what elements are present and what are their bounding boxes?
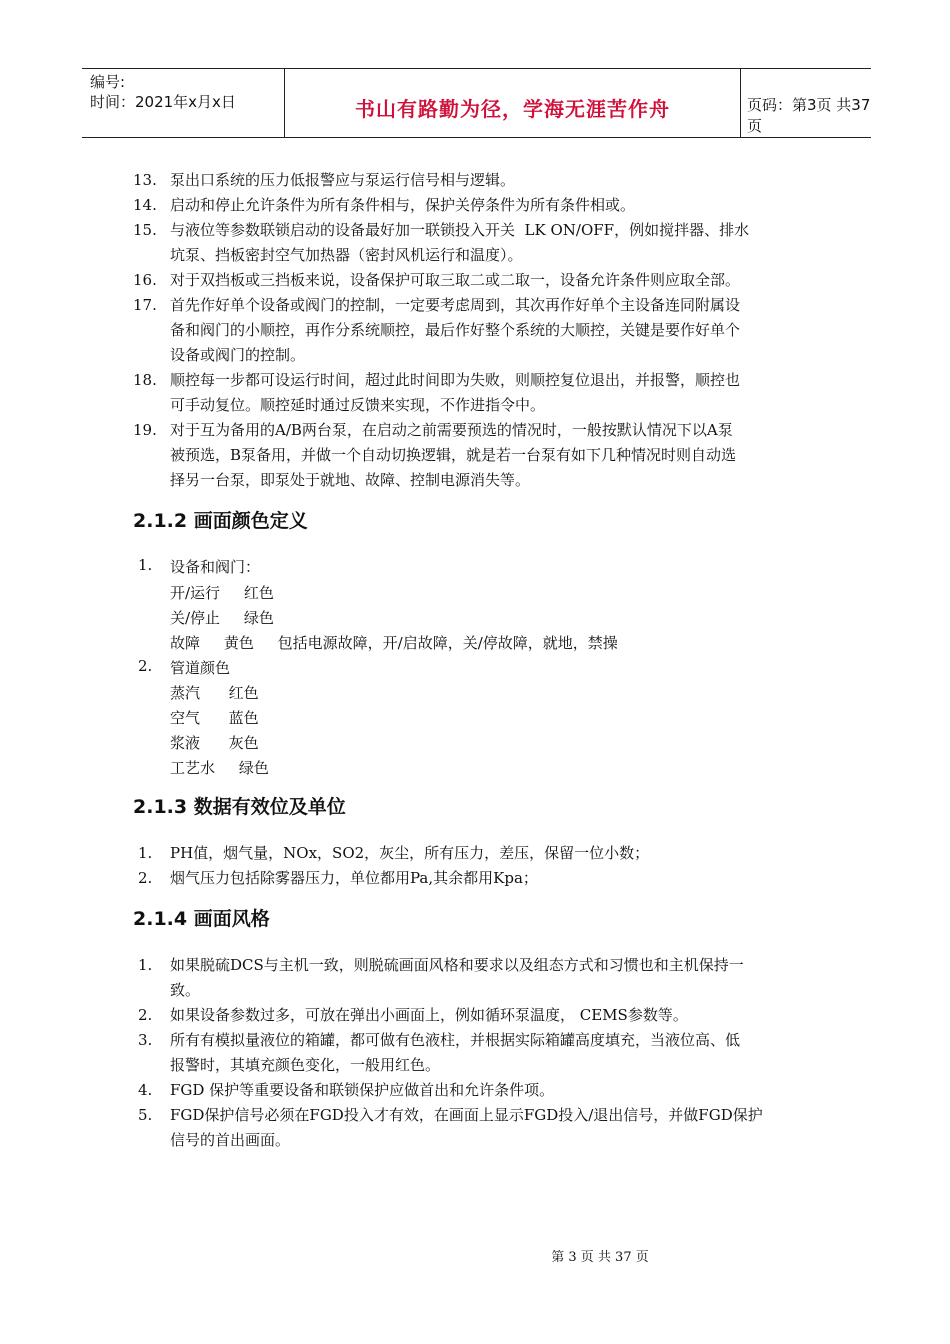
list-item-text: 信号的首出画面。: [170, 1131, 291, 1149]
list-item-text: 择另一台泵，即泵处于就地、故障、控制电源消失等。: [170, 471, 531, 489]
list-item-text: 被预选，B泵备用，并做一个自动切换逻辑，就是若一台泵有如下几种情况时则自动选: [170, 446, 737, 464]
time-label: 时间：2021年x月x日: [90, 93, 236, 111]
list-item: 设备和阀门：: [170, 558, 261, 576]
list-number: 14.: [133, 196, 157, 214]
list-item-text: 设备或阀门的控制。: [170, 346, 306, 364]
list-item-text: 坑泵、挡板密封空气加热器（密封风机运行和温度）。: [170, 246, 523, 264]
motto: 书山有路勤为径，学海无涯苦作舟: [355, 97, 670, 121]
list-number: 2.: [138, 657, 153, 675]
list-item-text: 对于互为备用的A/B两台泵，在启动之前需要预选的情况时，一般按默认情况下以A泵: [170, 421, 733, 439]
color-row: 故障 黄色 包括电源故障，开/启故障，关/停故障，就地，禁操: [170, 634, 618, 652]
color-row: 空气 蓝色: [170, 709, 259, 727]
list-number: 19.: [133, 421, 157, 439]
list-item-text: 首先作好单个设备或阀门的控制，一定要考虑周到，其次再作好单个主设备连同附属设: [170, 296, 741, 314]
list-item-text: 报警时，其填充颜色变化，一般用红色。: [170, 1056, 441, 1074]
list-item-text: 所有有模拟量液位的箱罐，都可做有色液柱，并根据实际箱罐高度填充，当液位高、低: [170, 1031, 741, 1049]
list-item-text: 如果脱硫DCS与主机一致，则脱硫画面风格和要求以及组态方式和习惯也和主机保持一: [170, 956, 744, 974]
list-number: 4.: [138, 1081, 153, 1099]
list-item-text: 启动和停止允许条件为所有条件相与，保护关停条件为所有条件相或。: [170, 196, 636, 214]
section-title-2-1-2: 2.1.2 画面颜色定义: [133, 510, 308, 532]
list-item-text: 烟气压力包括除雾器压力，单位都用Pa,其余都用Kpa；: [170, 869, 538, 887]
list-item-text: 致。: [170, 981, 201, 999]
color-row: 关/停止 绿色: [170, 609, 274, 627]
color-row: 浆液 灰色: [170, 734, 259, 752]
list-item-text: 与液位等参数联锁启动的设备最好加一联锁投入开关 LK ON/OFF，例如搅拌器、排水: [170, 221, 750, 239]
page-footer: 第 3 页 共 37 页: [551, 1250, 649, 1265]
list-number: 16.: [133, 271, 157, 289]
list-item-text: FGD 保护等重要设备和联锁保护应做首出和允许条件项。: [170, 1081, 555, 1099]
section-title-2-1-3: 2.1.3 数据有效位及单位: [133, 796, 346, 818]
list-item-text: FGD保护信号必须在FGD投入才有效，在画面上显示FGD投入/退出信号，并做FGD保护: [170, 1106, 763, 1124]
list-item-text: PH值，烟气量，NOx，SO2，灰尘，所有压力，差压，保留一位小数；: [170, 844, 650, 862]
number-label: 编号:: [90, 73, 126, 91]
list-number: 3.: [138, 1031, 153, 1049]
list-item-text: 泵出口系统的压力低报警应与泵运行信号相与逻辑。: [170, 171, 516, 189]
header-motto-cell: [284, 69, 741, 137]
list-number: 1.: [138, 556, 153, 574]
list-number: 18.: [133, 371, 157, 389]
list-number: 5.: [138, 1106, 153, 1124]
list-item-text: 如果设备参数过多，可放在弹出小画面上，例如循环泵温度， CEMS参数等。: [170, 1006, 688, 1024]
list-item: 管道颜色: [170, 659, 231, 677]
list-number: 2.: [138, 1006, 153, 1024]
page-header: [82, 68, 871, 138]
list-item-text: 可手动复位。顺控延时通过反馈来实现，不作进指令中。: [170, 396, 546, 414]
header-page-cell: [739, 69, 871, 137]
list-item-text: 对于双挡板或三挡板来说，设备保护可取三取二或二取一，设备允许条件则应取全部。: [170, 271, 741, 289]
section-title-2-1-4: 2.1.4 画面风格: [133, 908, 270, 930]
color-row: 开/运行 红色: [170, 584, 274, 602]
page-label: 页码：第3页 共37页: [747, 96, 871, 135]
color-row: 蒸汽 红色: [170, 684, 259, 702]
list-number: 15.: [133, 221, 157, 239]
header-left-cell: [82, 69, 284, 137]
list-number: 1.: [138, 844, 153, 862]
list-item-text: 顺控每一步都可设运行时间，超过此时间即为失败，则顺控复位退出，并报警，顺控也: [170, 371, 741, 389]
list-number: 1.: [138, 956, 153, 974]
list-item-text: 备和阀门的小顺控，再作分系统顺控，最后作好整个系统的大顺控，关键是要作好单个: [170, 321, 741, 339]
list-number: 13.: [133, 171, 157, 189]
color-row: 工艺水 绿色: [170, 759, 269, 777]
list-number: 2.: [138, 869, 153, 887]
list-number: 17.: [133, 296, 157, 314]
